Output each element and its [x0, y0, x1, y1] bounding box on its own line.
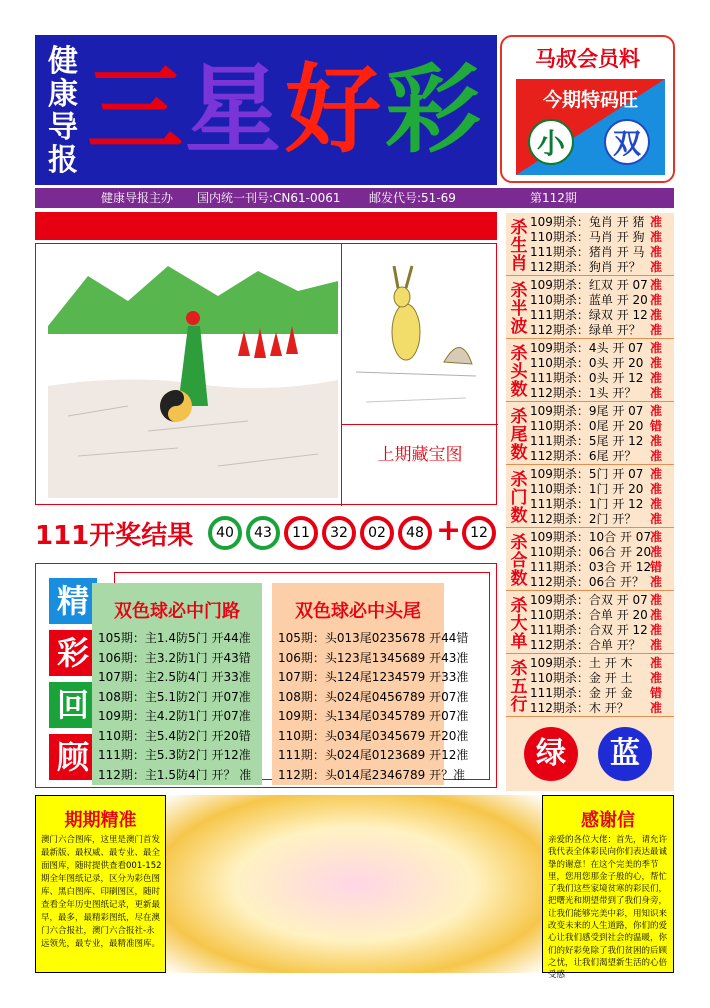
kill-row-status: 准 — [650, 230, 663, 244]
result-ball: 11 — [284, 516, 318, 550]
panel-row: 105期：头013尾0235678 开44错 — [278, 631, 469, 645]
kill-row-status: 准 — [650, 545, 663, 559]
thanks-body: 亲爱的各位大佬：首先，请允许我代表全体彩民向你们表达最诚挚的谢意！在这个完美的季节里，您用您那金子般的心，帮忙了我们这些家境贫寒的彩民们，把曙光和期望带到了我们身旁，让我们能够完美中彩，用知识来改变未来的人生道路，你们的爱心让我们感受到社会的温暖，你们的好彩免除了我们贫困的后顾之忧，让我们渴望新生活的心倍受感 — [548, 835, 668, 981]
kill-row — [530, 622, 662, 638]
panel-row: 108期：主5.1防2门 开07准 — [98, 689, 251, 704]
red-banner — [35, 212, 497, 240]
masthead-vchar: 康 — [48, 77, 78, 112]
kill-row — [530, 544, 662, 560]
kill-row-text: 110期杀：06合 开 20 — [530, 545, 652, 559]
kill-row — [530, 559, 662, 575]
kill-row-status: 准 — [650, 467, 663, 481]
kill-row-text: 109期杀：土 开 木 — [530, 656, 633, 670]
panel-row: 107期：主2.5防4门 开33准 — [98, 670, 251, 684]
kill-row — [530, 322, 662, 338]
kill-row-text: 111期杀：合双 开 12 — [530, 623, 648, 637]
kill-row — [530, 403, 662, 419]
info-postal: 邮发代号:51-69 — [369, 191, 456, 205]
kill-row — [530, 214, 662, 230]
kill-section — [506, 591, 674, 654]
kill-section — [506, 276, 674, 339]
kill-row-status: 准 — [650, 593, 663, 607]
review-vchar: 精 — [49, 578, 97, 624]
result-ball: 43 — [246, 516, 280, 550]
kill-row-status: 准 — [650, 260, 663, 274]
kill-row — [530, 229, 662, 245]
panel-row: 111期：主5.3防2门 开12准 — [98, 748, 251, 762]
kill-row-text: 109期杀：合双 开 07 — [530, 593, 648, 607]
kill-section — [506, 402, 674, 465]
kill-row-status: 准 — [650, 434, 663, 448]
landscape-illustration — [48, 256, 338, 498]
kill-section-label: 杀门数 — [510, 470, 528, 526]
kill-row-status: 准 — [650, 638, 663, 652]
picture-area — [35, 243, 497, 505]
kill-row — [530, 511, 662, 527]
kill-section-label: 杀五行 — [510, 659, 528, 715]
kill-row — [530, 466, 662, 482]
kill-row-text: 110期杀：金 开 土 — [530, 671, 633, 685]
kill-row-status: 准 — [650, 404, 663, 418]
kill-row-status: 准 — [650, 371, 663, 385]
kill-row — [530, 637, 662, 653]
draw-result-label: 111开奖结果 — [35, 521, 194, 551]
kill-section-label: 杀头数 — [510, 344, 528, 400]
kill-row-status: 准 — [650, 341, 663, 355]
masthead-vchar: 报 — [48, 143, 78, 178]
kill-row-text: 110期杀：马肖 开 狗 — [530, 230, 645, 244]
kill-row-text: 109期杀：兔肖 开 猪 — [530, 215, 645, 229]
kill-row — [530, 340, 662, 356]
kill-row-text: 110期杀：1门 开 20 — [530, 482, 644, 496]
kill-column — [506, 213, 674, 717]
kill-row-text: 111期杀：03合 开 12 — [530, 560, 652, 574]
panel-door-route — [92, 583, 262, 785]
kill-row-status: 准 — [650, 449, 663, 463]
tips-body: 澳门六合图库，这里是澳门首发最新版、最权威、最专业、最全面图库，随时提供查看001-152期全年图纸记录，区分为彩色图库、黑白图库、印刷图区，随时查看全年历史图纸记录，更新最早，最多，最精彩图纸，尽在澳门六合报社，澳门六合报社-永远领先，最专业，最精准图库。 — [41, 835, 162, 949]
kill-row-status: 准 — [650, 386, 663, 400]
kill-row-text: 111期杀：0头 开 12 — [530, 371, 644, 385]
kill-row — [530, 607, 662, 623]
kill-row-text: 111期杀：金 开 金 — [530, 686, 633, 700]
kill-row-status: 准 — [650, 512, 663, 526]
kill-row — [530, 244, 662, 260]
kill-row — [530, 574, 662, 590]
kill-row — [530, 448, 662, 464]
panel-row: 110期：主5.4防2门 开20错 — [98, 728, 251, 743]
kill-section-label: 杀尾数 — [510, 407, 528, 463]
kill-row-text: 109期杀：4头 开 07 — [530, 341, 644, 355]
panel-row: 111期：头024尾0123689 开12准 — [278, 748, 469, 762]
kill-row-status: 准 — [650, 215, 663, 229]
kill-row-status: 错 — [650, 560, 663, 574]
panel-row: 112期：主1.5防4门 开？ 准 — [98, 767, 252, 782]
kill-row-status: 准 — [650, 245, 663, 259]
kill-row-text: 111期杀：猪肖 开 马 — [530, 245, 645, 259]
kill-row-status: 准 — [650, 308, 663, 322]
kill-row-text: 112期杀：绿单 开？ — [530, 323, 641, 337]
kill-row-text: 112期杀：合单 开？ — [530, 638, 641, 652]
kill-row-status: 准 — [650, 623, 663, 637]
special-ball: 12 — [462, 516, 496, 550]
thanks-title: 感谢信 — [581, 810, 635, 831]
color-picks — [506, 717, 674, 791]
kill-row — [530, 700, 662, 716]
masthead-big-char: 三 — [87, 53, 183, 166]
kill-row-text: 109期杀：10合 开 07 — [530, 530, 652, 544]
kill-section — [506, 213, 674, 276]
kill-row — [530, 385, 662, 401]
panel-row: 108期：头024尾0456789 开07准 — [278, 689, 469, 704]
kill-row-text: 109期杀：5门 开 07 — [530, 467, 644, 481]
kill-row — [530, 370, 662, 386]
treasure-map-label: 上期藏宝图 — [377, 445, 463, 465]
member-subtitle: 今期特码旺 — [542, 89, 638, 111]
member-pick-even: 双 — [604, 119, 650, 165]
kill-row-status: 准 — [650, 575, 663, 589]
kill-row-status: 错 — [650, 419, 663, 433]
tips-title: 期期精准 — [64, 810, 137, 831]
info-issn: 国内统一刊号:CN61-0061 — [197, 191, 341, 205]
panel-row: 109期：头134尾0345789 开07准 — [278, 709, 469, 723]
kill-row-status: 准 — [650, 482, 663, 496]
kill-row-text: 111期杀：5尾 开 12 — [530, 434, 644, 448]
panel-row: 112期：头014尾2346789 开？准 — [278, 767, 466, 782]
panel-title: 双色球必中门路 — [114, 601, 240, 622]
kill-row — [530, 496, 662, 512]
kill-row-status: 准 — [650, 293, 663, 307]
tips-box — [35, 795, 166, 973]
kill-row-text: 112期杀：狗肖 开？ — [530, 260, 641, 274]
kill-section-label: 杀半波 — [510, 281, 528, 337]
kill-row-text: 111期杀：1门 开 12 — [530, 497, 644, 511]
kill-row — [530, 259, 662, 275]
kill-row-status: 准 — [650, 356, 663, 370]
pick-blue: 蓝 — [598, 727, 652, 781]
kill-row — [530, 685, 662, 701]
masthead-big-char: 星 — [185, 53, 281, 166]
review-vchar: 回 — [49, 682, 97, 728]
kill-row-status: 准 — [650, 671, 663, 685]
info-host: 健康导报主办 — [101, 191, 174, 205]
member-box — [500, 35, 675, 183]
kill-row-status: 错 — [650, 686, 663, 700]
kill-row-text: 110期杀：0头 开 20 — [530, 356, 644, 370]
kill-row — [530, 592, 662, 608]
kill-row — [530, 481, 662, 497]
masthead-vertical-name — [43, 45, 83, 177]
result-ball: 48 — [398, 516, 432, 550]
kill-row — [530, 418, 662, 434]
panel-row: 105期：主1.4防5门 开44准 — [98, 631, 251, 645]
kill-row-status: 准 — [650, 656, 663, 670]
info-bar — [35, 188, 674, 208]
panel-title: 双色球必中头尾 — [295, 601, 421, 622]
kill-row-text: 112期杀：木 开？ — [530, 701, 629, 715]
panel-head-tail — [272, 583, 469, 785]
kill-row-text: 112期杀：6尾 开？ — [530, 449, 637, 463]
review-vchar: 顾 — [49, 734, 97, 780]
kill-row-status: 准 — [650, 530, 663, 544]
picture-divider-horizontal — [341, 424, 498, 425]
member-title: 马叔会员料 — [535, 47, 640, 71]
thanks-letter-box — [542, 795, 674, 981]
kill-section — [506, 465, 674, 528]
result-ball: 40 — [208, 516, 242, 550]
kill-row-text: 110期杀：蓝单 开 20 — [530, 293, 648, 307]
kill-row-status: 准 — [650, 497, 663, 511]
kill-row-text: 110期杀：合单 开 20 — [530, 608, 648, 622]
kill-row-text: 109期杀：红双 开 07 — [530, 278, 648, 292]
kill-section — [506, 528, 674, 591]
kill-row — [530, 355, 662, 371]
panel-row: 109期：主4.2防1门 开07准 — [98, 709, 251, 723]
masthead — [35, 35, 497, 185]
kill-section — [506, 654, 674, 717]
pick-green: 绿 — [524, 727, 578, 781]
member-pick-small: 小 — [528, 119, 574, 165]
masthead-big-char: 好 — [285, 53, 381, 166]
result-ball: 02 — [360, 516, 394, 550]
kill-section-label: 杀生肖 — [510, 218, 528, 274]
kill-row-text: 109期杀：9尾 开 07 — [530, 404, 644, 418]
panel-row: 106期：主3.2防1门 开43错 — [98, 650, 251, 665]
kill-row — [530, 307, 662, 323]
kill-section — [506, 339, 674, 402]
picture-divider — [341, 244, 342, 506]
kill-row-status: 准 — [650, 701, 663, 715]
kill-row — [530, 277, 662, 293]
center-glow-graphic — [166, 795, 542, 973]
kill-row — [530, 433, 662, 449]
kill-section-label: 杀合数 — [510, 533, 528, 589]
review-vchar: 彩 — [49, 630, 97, 676]
panel-row: 107期：头124尾1234579 开33准 — [278, 670, 469, 684]
result-plus: + — [436, 513, 462, 548]
kill-row-status: 准 — [650, 323, 663, 337]
kill-row-status: 准 — [650, 278, 663, 292]
masthead-vchar: 健 — [48, 44, 78, 79]
kill-section-label: 杀大单 — [510, 596, 528, 652]
kill-row-text: 112期杀：1头 开？ — [530, 386, 637, 400]
panel-row: 110期：头034尾0345679 开20准 — [278, 728, 469, 743]
kill-row — [530, 529, 662, 545]
kill-row — [530, 670, 662, 686]
panel-row: 106期：头123尾1345689 开43准 — [278, 650, 469, 665]
info-issue: 第112期 — [530, 191, 577, 205]
kill-row-text: 111期杀：绿双 开 12 — [530, 308, 648, 322]
kill-row — [530, 655, 662, 671]
rabbit-illustration — [346, 252, 492, 427]
kill-row — [530, 292, 662, 308]
result-ball: 32 — [322, 516, 356, 550]
kill-row-text: 112期杀：2门 开？ — [530, 512, 637, 526]
kill-row-text: 112期杀：06合 开？ — [530, 575, 644, 589]
kill-row-text: 110期杀：0尾 开 20 — [530, 419, 644, 433]
masthead-big-char: 彩 — [385, 53, 481, 166]
masthead-vchar: 导 — [48, 110, 78, 145]
kill-row-status: 准 — [650, 608, 663, 622]
